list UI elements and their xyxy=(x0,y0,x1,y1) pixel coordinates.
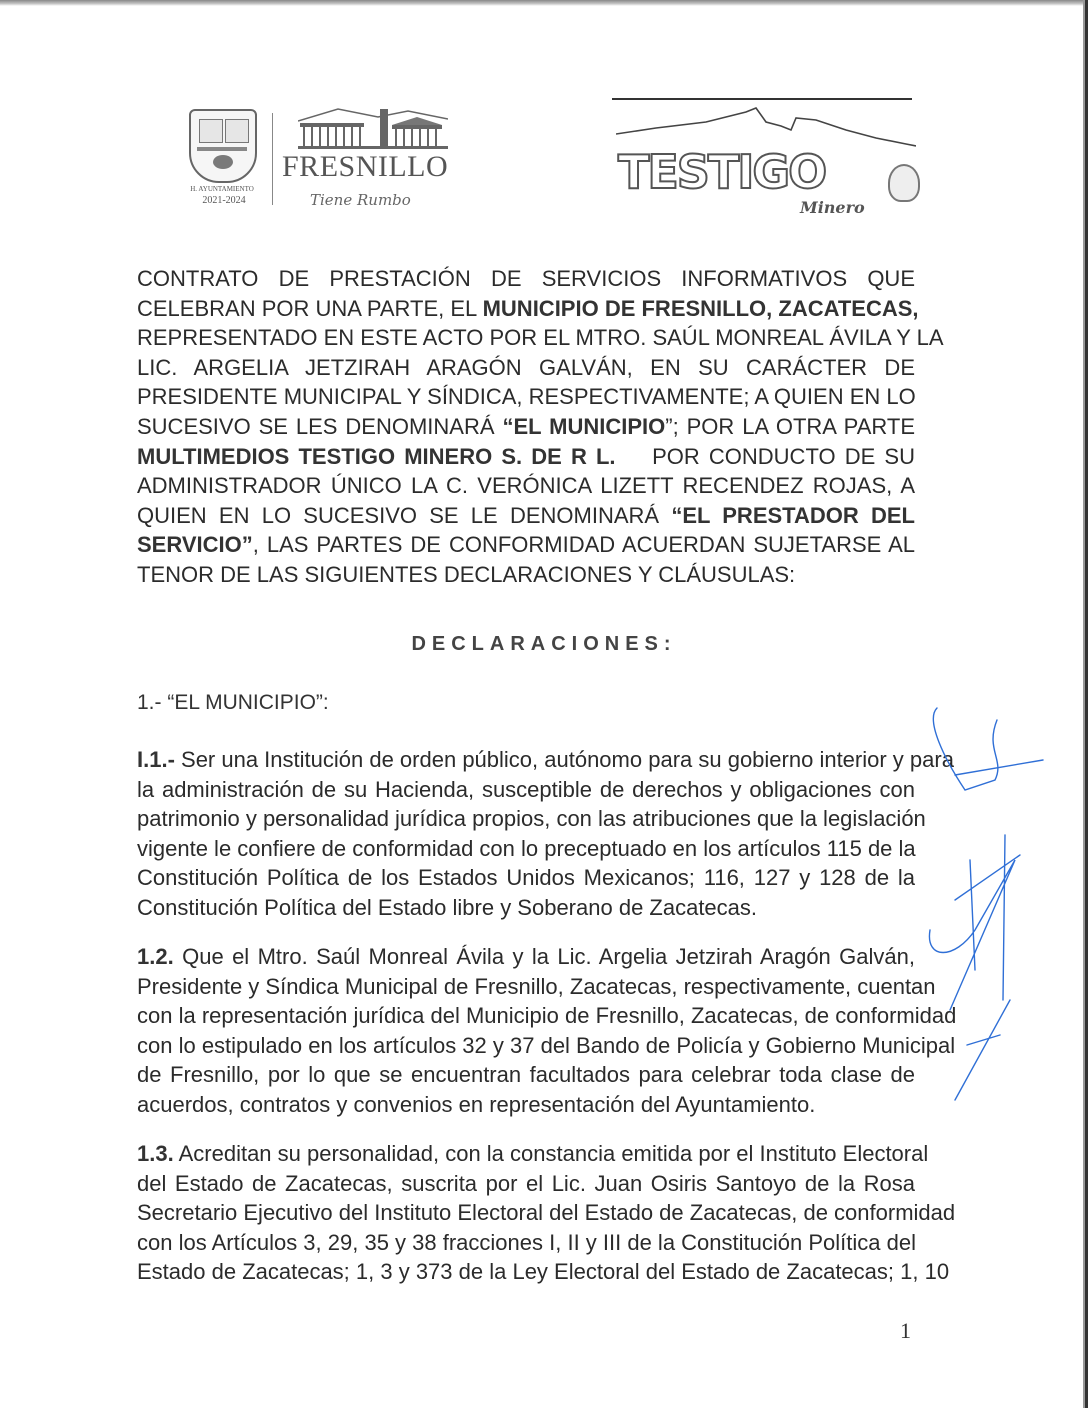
declaration-line: vigente le confiere de conformidad con lo preceptuado en los artículos 115 de la xyxy=(137,835,916,861)
item-number: I.1.- xyxy=(137,747,175,772)
logo-top-rule xyxy=(612,98,912,100)
intro-line: MULTIMEDIOS TESTIGO MINERO S. DE R L. POR CONDUCTO DE SU xyxy=(137,443,915,469)
minero-brand: Minero xyxy=(800,198,865,217)
scan-top-edge xyxy=(0,0,1088,6)
declaration-line: con la representación jurídica del Municipio de Fresnillo, Zacatecas, de conformidad xyxy=(137,1003,957,1029)
declaration-line: con los Artículos 3, 29, 35 y 38 fracciones I, II y III de la Constitución Política del xyxy=(137,1229,916,1255)
logo-divider xyxy=(272,113,273,205)
declaration-line: la administración de su Hacienda, susceptible de derechos y obligaciones con xyxy=(137,776,915,802)
item-number: 1.2. xyxy=(137,944,174,969)
declaration-line: Estado de Zacatecas; 1, 3 y 373 de la Ley Electoral del Estado de Zacatecas; 1, 10 xyxy=(137,1259,950,1285)
declaration-item xyxy=(137,1139,956,1287)
slogan: Tiene Rumbo xyxy=(310,191,411,209)
party-municipio-name: MUNICIPIO DE FRESNILLO, ZACATECAS, xyxy=(482,295,919,321)
initial-mark-2 xyxy=(929,835,1020,1010)
declaration-line: Constitución Política del Estado libre y Soberano de Zacatecas. xyxy=(137,894,758,920)
declaration-item xyxy=(137,942,957,1120)
intro-line: REPRESENTADO EN ESTE ACTO POR EL MTRO. SAÚL MONREAL ÁVILA Y LA xyxy=(137,325,944,351)
intro-line: ADMINISTRADOR ÚNICO LA C. VERÓNICA LIZETT RECENDEZ ROJAS, A xyxy=(137,473,915,499)
ayuntamiento-text: H. AYUNTAMIENTO xyxy=(190,185,254,193)
page-number: 1 xyxy=(900,1318,911,1343)
item-number: 1.3. xyxy=(137,1141,174,1166)
testigo-minero-logo xyxy=(600,90,920,220)
declaration-line: 1.2. Que el Mtro. Saúl Monreal Ávila y la Lic. Argelia Jetzirah Aragón Galván, xyxy=(137,944,915,969)
testigo-brand: TESTIGO xyxy=(618,145,826,199)
fresnillo-logo xyxy=(186,105,456,215)
intro-line: TENOR DE LAS SIGUIENTES DECLARACIONES Y CLÁUSULAS: xyxy=(137,561,796,587)
intro-line: QUIEN EN LO SUCESIVO SE LE DENOMINARÁ “EL PRESTADOR DEL xyxy=(137,502,915,528)
declaration-line: Constitución Política de los Estados Unidos Mexicanos; 116, 127 y 128 de la xyxy=(137,865,915,891)
intro-line: LIC. ARGELIA JETZIRAH ARAGÓN GALVÁN, EN SU CARÁCTER DE xyxy=(137,354,915,380)
miner-mascot-icon xyxy=(888,164,920,202)
initial-mark-3 xyxy=(955,1000,1010,1100)
skyline-icon xyxy=(298,107,448,149)
section-title-municipio: 1.- “EL MUNICIPIO”: xyxy=(137,691,329,714)
declaration-line: de Fresnillo, por lo que se encuentran facultados para celebrar toda clase de xyxy=(137,1062,915,1088)
scan-right-edge-shadow xyxy=(1083,0,1085,1408)
declaration-line: Secretario Ejecutivo del Instituto Electoral del Estado de Zacatecas, de conformidad xyxy=(137,1200,956,1226)
declaraciones-heading: DECLARACIONES: xyxy=(411,633,677,655)
intro-line: SERVICIO”, LAS PARTES DE CONFORMIDAD ACUERDAN SUJETARSE AL xyxy=(137,532,915,558)
municipal-shield-icon xyxy=(189,109,257,183)
declaration-line: patrimonio y personalidad jurídica propios, con las atribuciones que la legislación xyxy=(137,806,926,832)
declaration-item xyxy=(137,745,954,923)
declaration-line: 1.3. Acreditan su personalidad, con la constancia emitida por el Instituto Electoral xyxy=(137,1141,929,1166)
declaration-line: Presidente y Síndica Municipal de Fresnillo, Zacatecas, respectivamente, cuentan xyxy=(137,973,936,999)
handwritten-initials-icon xyxy=(925,700,1055,1110)
initial-mark-1 xyxy=(933,708,1043,790)
intro-line: CONTRATO DE PRESTACIÓN DE SERVICIOS INFORMATIVOS QUE xyxy=(137,266,915,291)
contract-intro xyxy=(137,264,944,590)
mountain-skyline-icon xyxy=(616,104,916,148)
intro-line: CELEBRAN POR UNA PARTE, EL MUNICIPIO DE FRESNILLO, ZACATECAS, xyxy=(137,295,919,321)
declaration-line: del Estado de Zacatecas, suscrita por el Lic. Juan Osiris Santoyo de la Rosa xyxy=(137,1170,915,1196)
intro-line: SUCESIVO SE LES DENOMINARÁ “EL MUNICIPIO”; POR LA OTRA PARTE xyxy=(137,413,915,439)
declaration-line: I.1.- Ser una Institución de orden público, autónomo para su gobierno interior y para xyxy=(137,747,954,772)
declaration-line: con lo estipulado en los artículos 32 y 37 del Bando de Policía y Gobierno Municipal xyxy=(137,1032,956,1058)
declaration-line: acuerdos, contratos y convenios en representación del Ayuntamiento. xyxy=(137,1091,816,1117)
intro-line: PRESIDENTE MUNICIPAL Y SÍNDICA, RESPECTIVAMENTE; A QUIEN EN LO xyxy=(137,384,916,410)
party-prestador-name: MULTIMEDIOS TESTIGO MINERO S. DE R L. xyxy=(137,443,616,469)
fresnillo-brand: FRESNILLO xyxy=(282,150,449,183)
period-text: 2021-2024 xyxy=(202,195,246,206)
